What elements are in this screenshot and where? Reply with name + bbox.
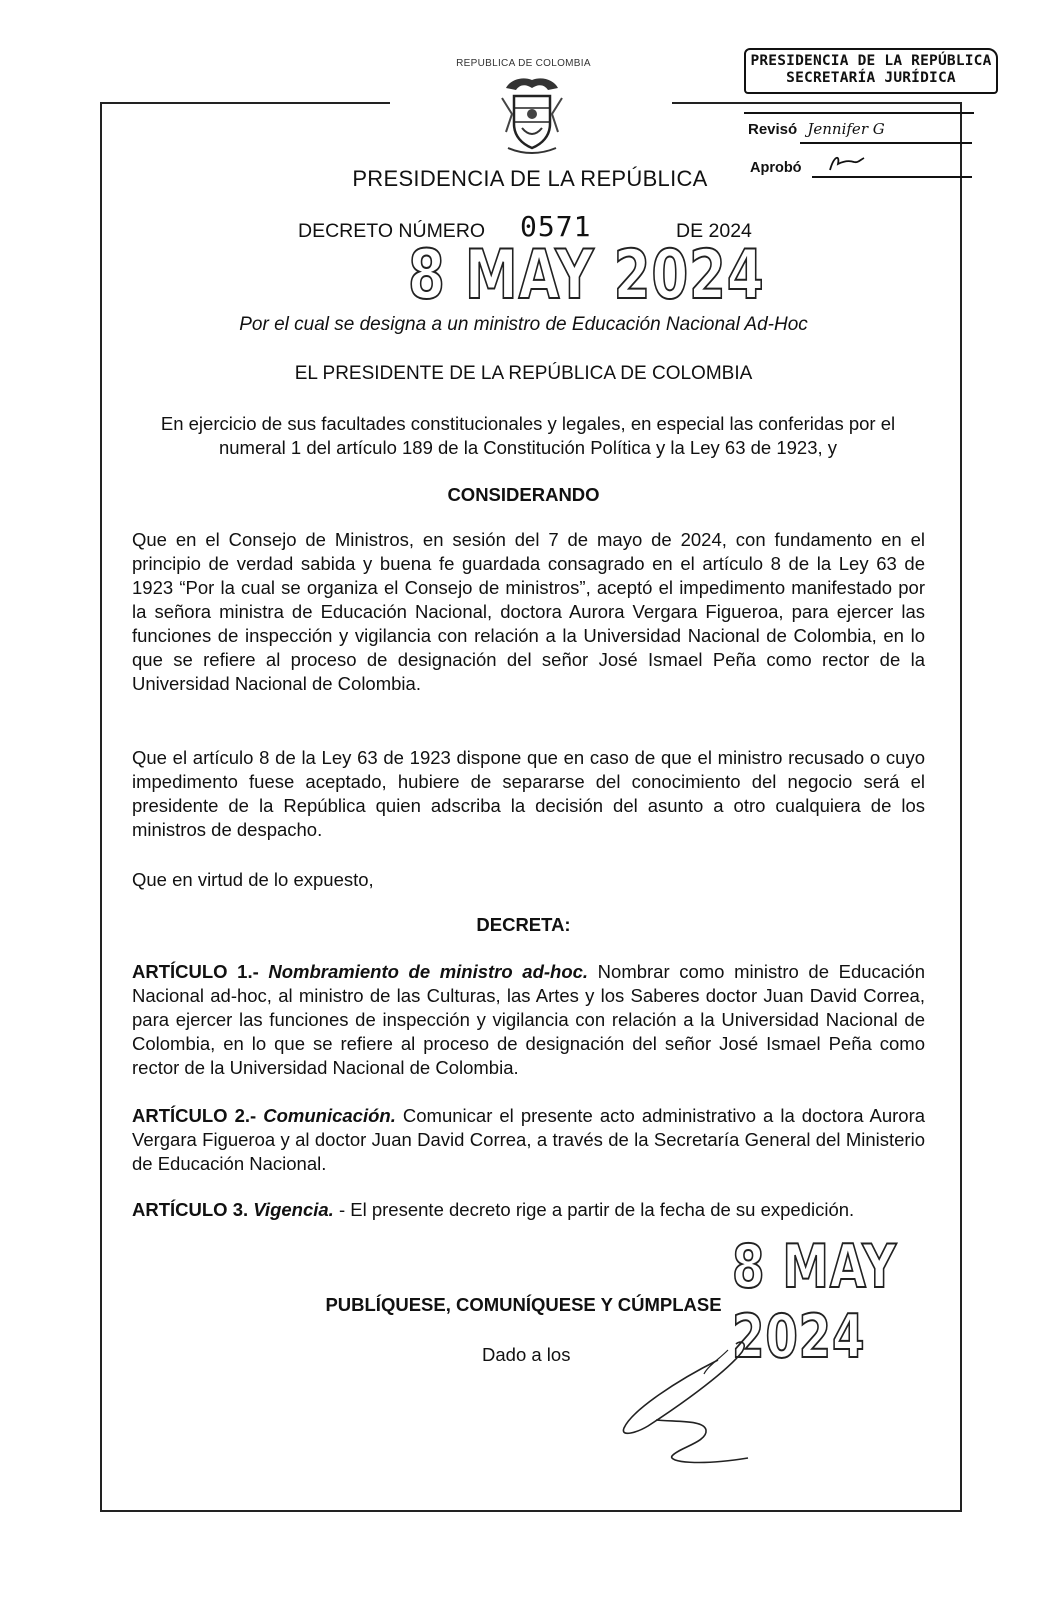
approve-label: Aprobó: [750, 160, 802, 176]
decrees-heading: DECRETA:: [476, 914, 571, 935]
article-3-label: ARTÍCULO 3.: [132, 1199, 249, 1220]
considering-paragraph-2: Que el artículo 8 de la Ley 63 de 1923 dispone que en caso de que el ministro recusado o cuyo impedimento fuese aceptado, hubiere de separarse del conocimiento del negocio será el presidente de la República quien adscriba la decisión del asunto a otro cualquiera de los ministros de despacho.: [132, 747, 925, 840]
review-line: [800, 142, 972, 144]
review-label: Revisó: [748, 121, 798, 138]
review-handwritten-name: Jennifer G: [807, 120, 885, 138]
decree-subtitle: Por el cual se designa a un ministro de Educación Nacional Ad-Hoc: [239, 314, 808, 335]
closing-formula: PUBLÍQUESE, COMUNÍQUESE Y CÚMPLASE: [325, 1294, 722, 1315]
frame-top-right: [672, 102, 962, 104]
coat-of-arms-icon: [492, 74, 572, 158]
stamp-line-1: PRESIDENCIA DE LA REPÚBLICA: [750, 53, 992, 69]
article-1: [132, 960, 925, 1080]
approve-line: [812, 176, 972, 178]
article-1-text: Nombrar como ministro de Educación Nacional ad-hoc, al ministro de las Culturas, las Artes y los Saberes doctor Juan David Correa, para ejercer las funciones de inspección y vigilancia con relación a la Universidad Nacional de Colombia, en lo que se refiere al proceso de designación del señor José Ismael Peña como rector de la Universidad Nacional de Colombia.: [132, 961, 925, 1078]
article-2-label: ARTÍCULO 2.-: [132, 1105, 257, 1126]
considering-paragraph-3: Que en virtud de lo expuesto,: [132, 869, 374, 890]
given-at-text: Dado a los: [482, 1344, 571, 1365]
review-row: [748, 120, 885, 138]
considering-paragraph-1: Que en el Consejo de Ministros, en sesión del 7 de mayo de 2024, con fundamento en el principio de verdad sabida y buena fe guardada consagrado en el artículo 8 de la Ley 63 de 1923 “Por la cual se organiza el Consejo de ministros”, aceptó el impedimento manifestado por la señora ministra de Educación Nacional, doctora Aurora Vergara Figueroa, para ejercer las funciones de inspección y vigilancia con relación a la Universidad Nacional de Colombia, en lo que se refiere al proceso de designación del señor José Ismael Peña como rector de la Universidad Nacional de Colombia.: [132, 529, 925, 694]
date-stamp-footer: 8 MAY 2024: [732, 1232, 897, 1372]
decree-number: 0571: [520, 210, 592, 243]
presidency-title: PRESIDENCIA DE LA REPÚBLICA: [352, 166, 708, 191]
article-3: [132, 1198, 925, 1222]
frame-bottom: [100, 1510, 962, 1512]
republic-label: REPUBLICA DE COLOMBIA: [456, 58, 591, 69]
faculties-paragraph: En ejercicio de sus facultades constitucionales y legales, en especial las conferidas por el numeral 1 del artículo 189 de la Constitución Política y la Ley 63 de 1923, y: [160, 413, 896, 458]
approve-initials-icon: [826, 152, 866, 176]
legal-secretariat-stamp: [744, 48, 998, 94]
president-heading: EL PRESIDENTE DE LA REPÚBLICA DE COLOMBIA: [294, 363, 753, 384]
article-1-title: Nombramiento de ministro ad-hoc.: [268, 961, 589, 982]
decree-year: DE 2024: [676, 220, 752, 242]
article-1-label: ARTÍCULO 1.-: [132, 961, 259, 982]
considering-heading: CONSIDERANDO: [447, 484, 600, 505]
article-3-text: - El presente decreto rige a partir de la fecha de su expedición.: [338, 1199, 855, 1220]
stamp-divider-top: [744, 112, 974, 114]
decree-prefix: DECRETO NÚMERO: [298, 220, 486, 242]
article-2: [132, 1104, 925, 1176]
article-2-text: Comunicar el presente acto administrativo a la doctora Aurora Vergara Figueroa y al doctor Juan David Correa, a través de la Secretaría General del Ministerio de Educación Nacional.: [132, 1105, 926, 1174]
stamp-line-2: SECRETARÍA JURÍDICA: [786, 70, 956, 86]
date-stamp-header: 8 MAY 2024: [408, 236, 765, 315]
article-3-title: Vigencia.: [253, 1199, 334, 1220]
approve-row: [750, 160, 802, 176]
president-signature-icon: [608, 1330, 778, 1480]
article-2-title: Comunicación.: [263, 1105, 396, 1126]
frame-top-left: [100, 102, 390, 104]
